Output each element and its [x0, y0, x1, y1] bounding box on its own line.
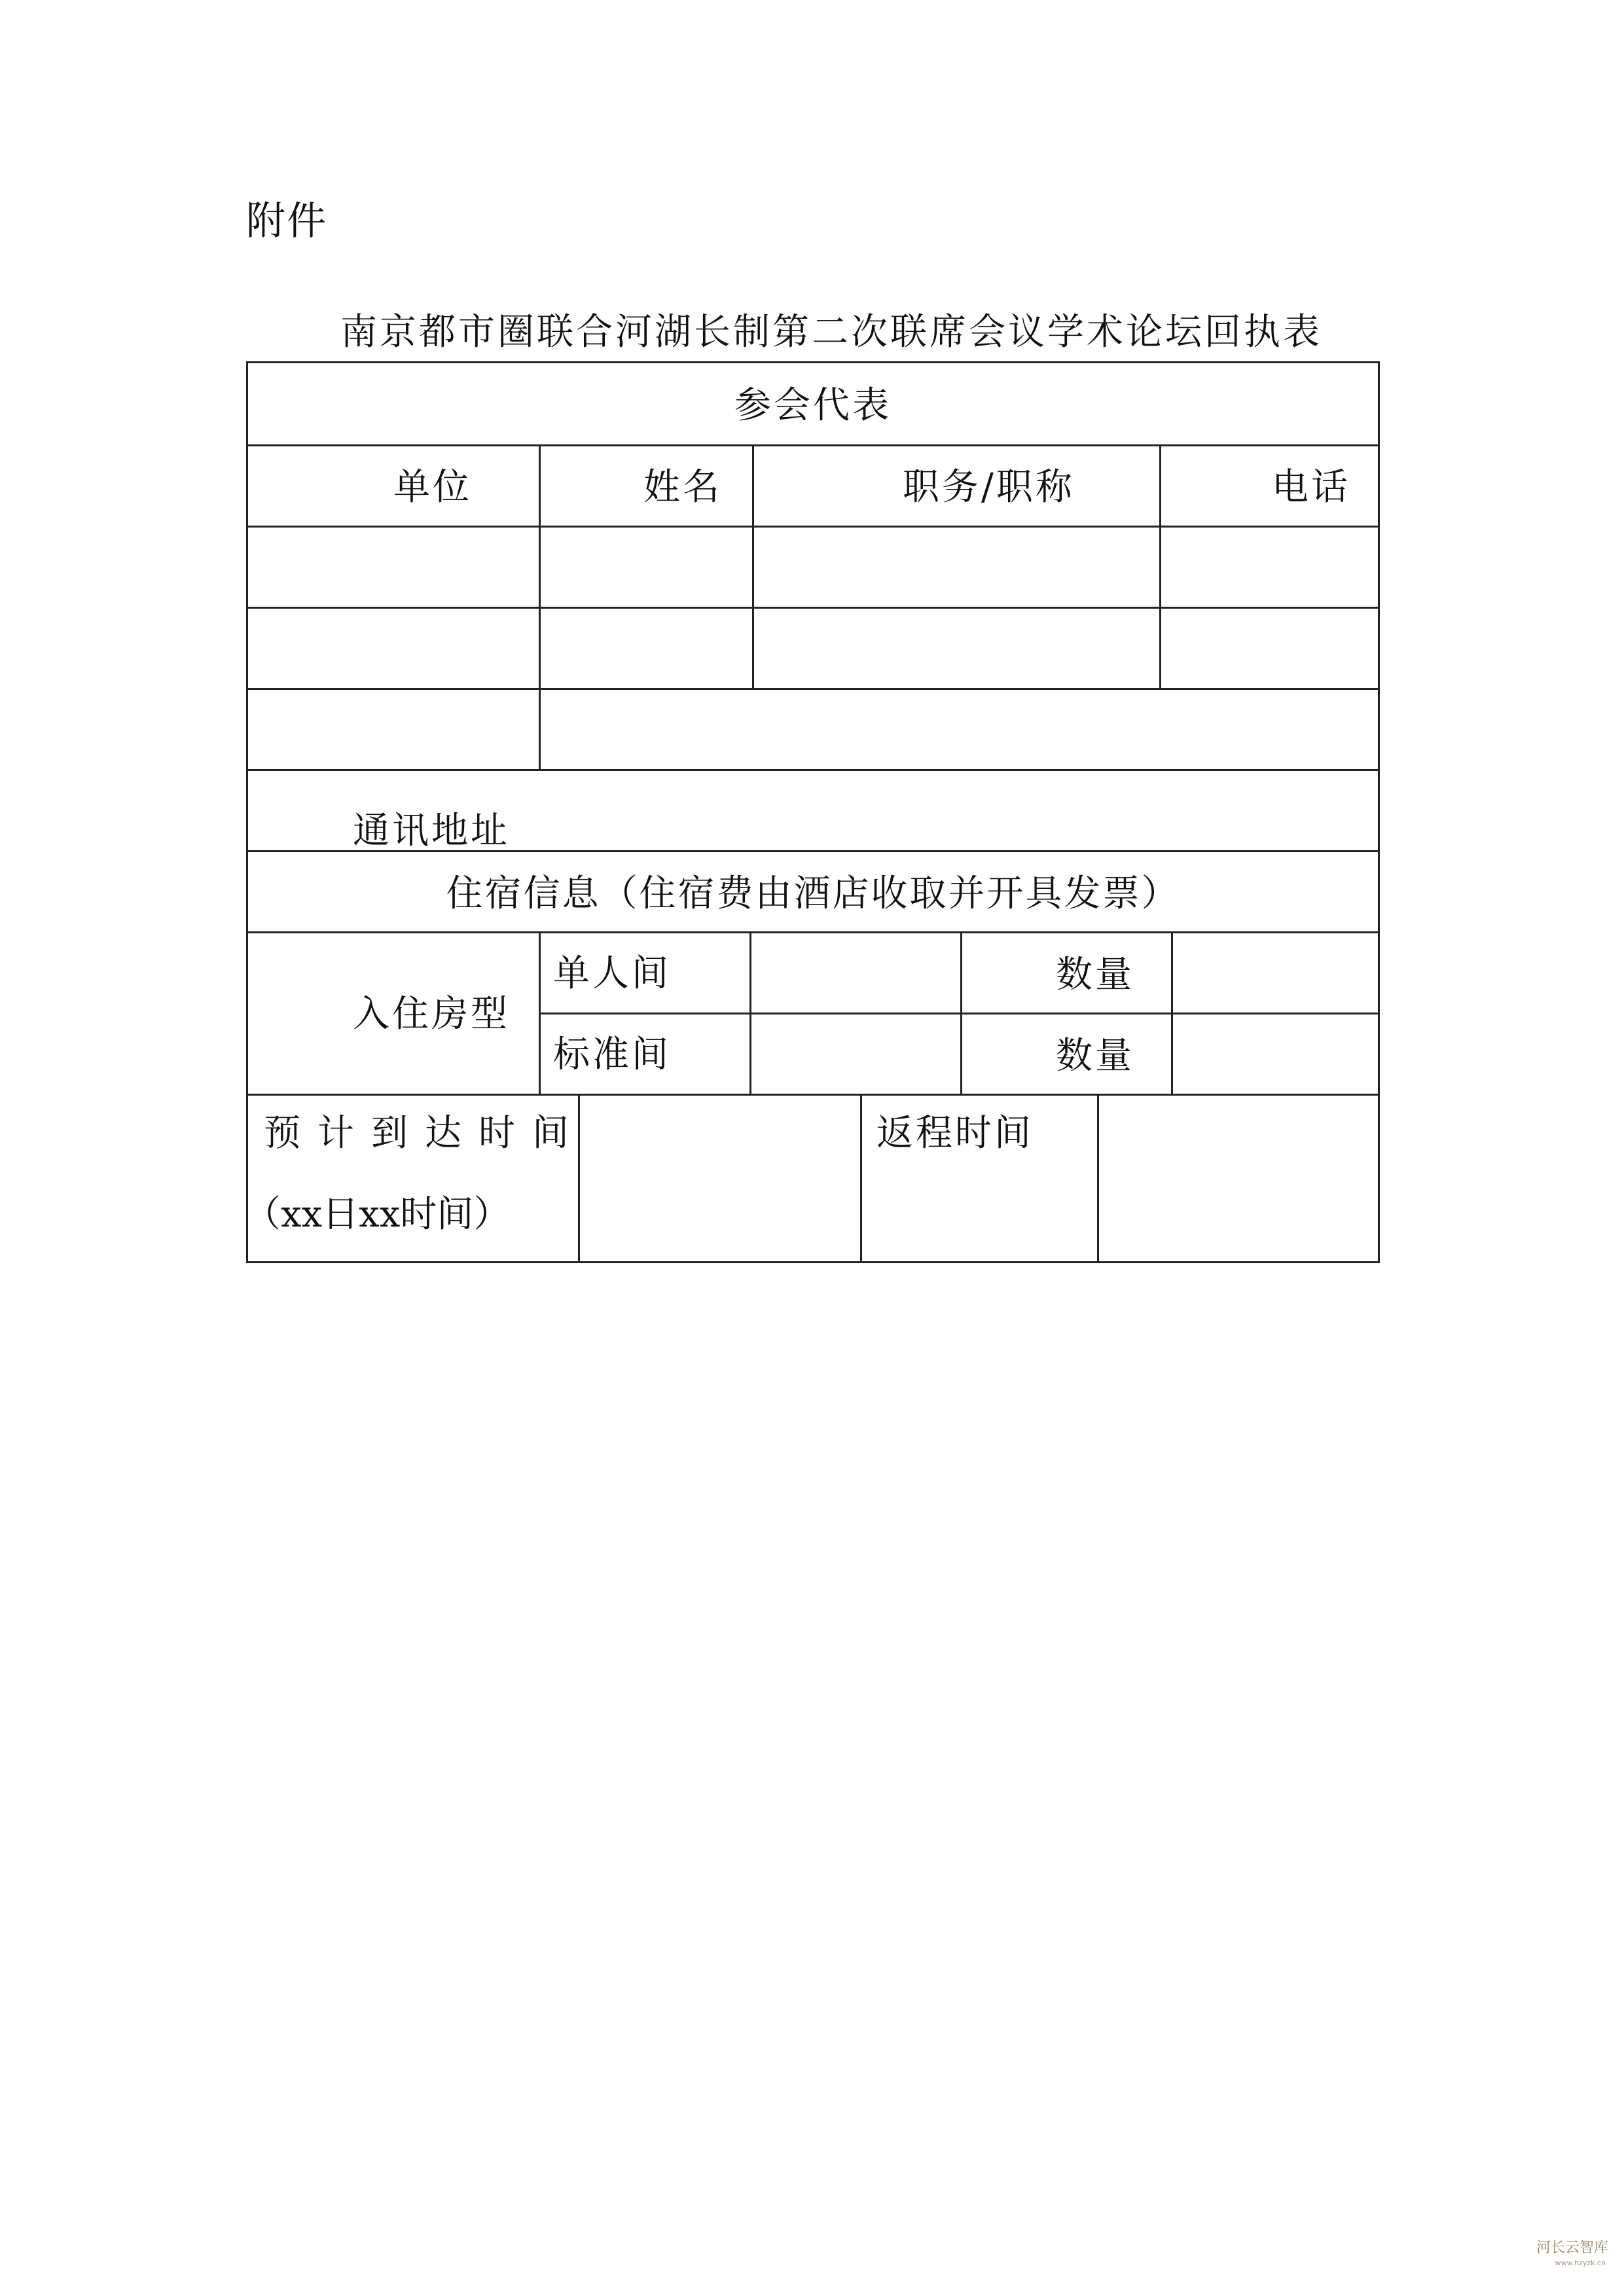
arrival-time-label: 预计到达时间 [264, 1112, 586, 1155]
single-room-label: 单人间 [553, 952, 671, 995]
standard-room-value-cell[interactable] [751, 1014, 960, 1094]
address-value-cell[interactable] [541, 771, 1378, 850]
delegate-unit-cell-3[interactable] [250, 690, 539, 769]
column-divider [539, 931, 541, 1094]
watermark-domain: www.hzyzk.cn [1555, 2259, 1606, 2267]
delegate-phone-cell-2[interactable] [1161, 609, 1378, 688]
return-time-label: 返程时间 [876, 1112, 1034, 1155]
address-label: 通讯地址 [353, 810, 510, 852]
delegates-section-header: 参会代表 [734, 384, 892, 427]
delegate-name-cell-2[interactable] [541, 609, 752, 688]
reply-form-table [246, 361, 1380, 1263]
delegate-phone-cell-3[interactable] [1161, 690, 1378, 769]
accommodation-section-header: 住宿信息（住宿费由酒店收取并开具发票） [446, 872, 1180, 915]
standard-room-label: 标准间 [553, 1033, 671, 1076]
column-header-position: 职务/职称 [903, 466, 1075, 509]
column-divider [960, 931, 962, 1094]
room-type-label: 入住房型 [353, 993, 510, 1035]
return-time-value-cell[interactable] [1099, 1096, 1378, 1261]
delegate-position-cell-3[interactable] [754, 690, 1159, 769]
watermark [1510, 2238, 1608, 2278]
delegate-name-cell-1[interactable] [541, 528, 752, 607]
delegate-phone-cell-1[interactable] [1161, 528, 1378, 607]
single-room-quantity-label: 数量 [1056, 954, 1134, 996]
arrival-time-format-note: （xx日xx时间） [244, 1193, 511, 1236]
standard-room-quantity-label: 数量 [1056, 1035, 1134, 1077]
document-title: 南京都市圈联合河湖长制第二次联席会议学术论坛回执表 [340, 311, 1322, 353]
column-header-unit: 单位 [393, 466, 472, 509]
row-divider [248, 444, 1378, 446]
single-room-quantity-cell[interactable] [1173, 933, 1378, 1013]
standard-room-quantity-cell[interactable] [1173, 1014, 1378, 1094]
column-header-name: 姓名 [643, 466, 722, 509]
column-divider [860, 1094, 862, 1261]
delegate-position-cell-1[interactable] [754, 528, 1159, 607]
column-header-phone: 电话 [1272, 466, 1350, 509]
delegate-unit-cell-1[interactable] [250, 528, 539, 607]
single-room-value-cell[interactable] [751, 933, 960, 1013]
arrival-time-value-cell[interactable] [580, 1096, 860, 1261]
watermark-logo-text: 河长云智库 [1536, 2240, 1608, 2256]
delegate-name-cell-3[interactable] [541, 690, 752, 769]
attachment-label: 附件 [246, 198, 327, 244]
delegate-unit-cell-2[interactable] [250, 609, 539, 688]
delegate-position-cell-2[interactable] [754, 609, 1159, 688]
